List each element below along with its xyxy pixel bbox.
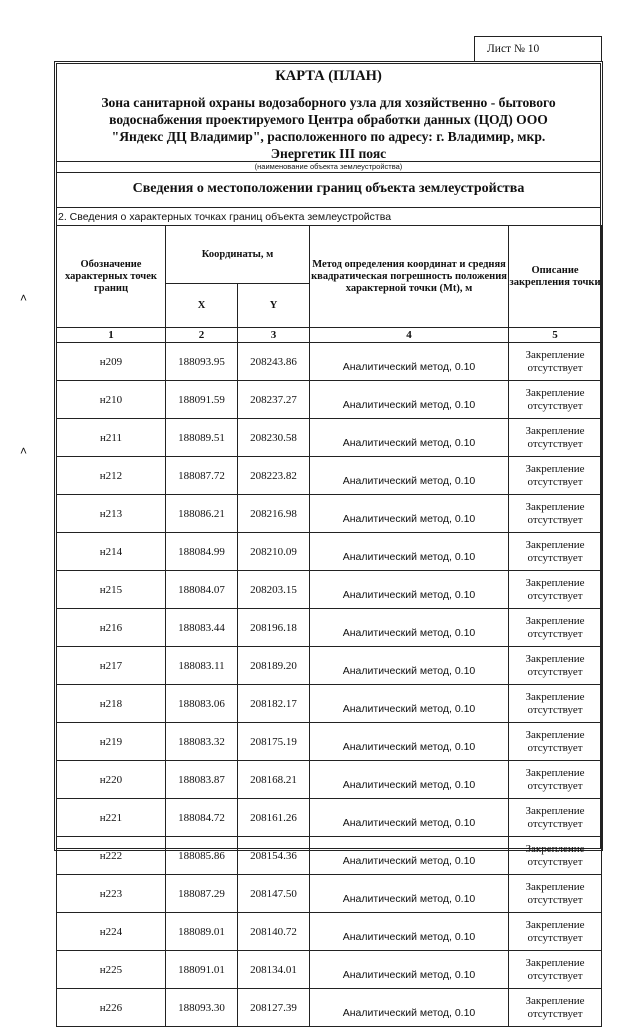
section-title: Сведения о местоположении границ объекта землеустройства bbox=[132, 181, 525, 196]
coord-x: 188086.21 bbox=[166, 495, 238, 533]
point-id: н210 bbox=[57, 381, 166, 419]
fixing-cell: Закрепление отсутствует bbox=[509, 533, 602, 571]
method-cell: Аналитический метод, 0.10 bbox=[310, 419, 509, 457]
table-row bbox=[57, 799, 602, 837]
point-id: н213 bbox=[57, 495, 166, 533]
coord-y: 208134.01 bbox=[238, 951, 310, 989]
table-row bbox=[57, 647, 602, 685]
header-fixing: Описание закрепления точки bbox=[509, 226, 602, 328]
column-number: 5 bbox=[509, 328, 602, 343]
coord-y: 208210.09 bbox=[238, 533, 310, 571]
method-cell: Аналитический метод, 0.10 bbox=[310, 723, 509, 761]
point-id: н220 bbox=[57, 761, 166, 799]
method-cell: Аналитический метод, 0.10 bbox=[310, 381, 509, 419]
point-id: н215 bbox=[57, 571, 166, 609]
coord-x: 188083.32 bbox=[166, 723, 238, 761]
fixing-cell: Закрепление отсутствует bbox=[509, 571, 602, 609]
header-coordinates: Координаты, м bbox=[166, 226, 310, 284]
coord-y: 208182.17 bbox=[238, 685, 310, 723]
coord-x: 188089.51 bbox=[166, 419, 238, 457]
coord-y: 208203.15 bbox=[238, 571, 310, 609]
fixing-cell: Закрепление отсутствует bbox=[509, 761, 602, 799]
column-number: 1 bbox=[57, 328, 166, 343]
coord-x: 188089.01 bbox=[166, 913, 238, 951]
table-row bbox=[57, 419, 602, 457]
object-name bbox=[70, 94, 587, 162]
table-row bbox=[57, 761, 602, 799]
coord-y: 208223.82 bbox=[238, 457, 310, 495]
fixing-cell: Закрепление отсутствует bbox=[509, 609, 602, 647]
fixing-cell: Закрепление отсутствует bbox=[509, 989, 602, 1027]
method-cell: Аналитический метод, 0.10 bbox=[310, 343, 509, 381]
fixing-cell: Закрепление отсутствует bbox=[509, 419, 602, 457]
divider bbox=[56, 172, 601, 173]
method-cell: Аналитический метод, 0.10 bbox=[310, 609, 509, 647]
method-cell: Аналитический метод, 0.10 bbox=[310, 495, 509, 533]
method-cell: Аналитический метод, 0.10 bbox=[310, 761, 509, 799]
fixing-cell: Закрепление отсутствует bbox=[509, 381, 602, 419]
coord-x: 188085.86 bbox=[166, 837, 238, 875]
point-id: н226 bbox=[57, 989, 166, 1027]
point-id: н211 bbox=[57, 419, 166, 457]
point-id: н209 bbox=[57, 343, 166, 381]
object-caption: (наименование объекта землеустройства) bbox=[254, 162, 403, 171]
points-table bbox=[56, 225, 602, 1027]
method-cell: Аналитический метод, 0.10 bbox=[310, 533, 509, 571]
object-name-line: Энергетик III пояс bbox=[270, 146, 387, 161]
column-number: 2 bbox=[166, 328, 238, 343]
table-row bbox=[57, 533, 602, 571]
table-row bbox=[57, 837, 602, 875]
fixing-cell: Закрепление отсутствует bbox=[509, 913, 602, 951]
point-id: н214 bbox=[57, 533, 166, 571]
coord-y: 208147.50 bbox=[238, 875, 310, 913]
coord-y: 208140.72 bbox=[238, 913, 310, 951]
coord-y: 208154.36 bbox=[238, 837, 310, 875]
coord-x: 188084.72 bbox=[166, 799, 238, 837]
point-id: н217 bbox=[57, 647, 166, 685]
coord-x: 188083.87 bbox=[166, 761, 238, 799]
sheet-number: Лист № 10 bbox=[474, 36, 602, 62]
coord-y: 208175.19 bbox=[238, 723, 310, 761]
coord-y: 208216.98 bbox=[238, 495, 310, 533]
table-row bbox=[57, 571, 602, 609]
table-row bbox=[57, 343, 602, 381]
fixing-cell: Закрепление отсутствует bbox=[509, 837, 602, 875]
coord-y: 208168.21 bbox=[238, 761, 310, 799]
coord-x: 188087.72 bbox=[166, 457, 238, 495]
method-cell: Аналитический метод, 0.10 bbox=[310, 989, 509, 1027]
fixing-cell: Закрепление отсутствует bbox=[509, 875, 602, 913]
method-cell: Аналитический метод, 0.10 bbox=[310, 837, 509, 875]
coord-x: 188091.01 bbox=[166, 951, 238, 989]
method-cell: Аналитический метод, 0.10 bbox=[310, 685, 509, 723]
coord-y: 208230.58 bbox=[238, 419, 310, 457]
method-cell: Аналитический метод, 0.10 bbox=[310, 647, 509, 685]
fixing-cell: Закрепление отсутствует bbox=[509, 951, 602, 989]
coord-y: 208127.39 bbox=[238, 989, 310, 1027]
subsection-title: 2. Сведения о характерных точках границ объекта землеустройства bbox=[58, 211, 392, 223]
coord-y: 208196.18 bbox=[238, 609, 310, 647]
coord-x: 188093.95 bbox=[166, 343, 238, 381]
fixing-cell: Закрепление отсутствует bbox=[509, 647, 602, 685]
method-cell: Аналитический метод, 0.10 bbox=[310, 457, 509, 495]
table-row bbox=[57, 875, 602, 913]
coord-y: 208161.26 bbox=[238, 799, 310, 837]
table-row bbox=[57, 381, 602, 419]
point-id: н224 bbox=[57, 913, 166, 951]
point-id: н216 bbox=[57, 609, 166, 647]
coord-x: 188093.30 bbox=[166, 989, 238, 1027]
coord-x: 188083.06 bbox=[166, 685, 238, 723]
fixing-cell: Закрепление отсутствует bbox=[509, 685, 602, 723]
fixing-cell: Закрепление отсутствует bbox=[509, 457, 602, 495]
fixing-cell: Закрепление отсутствует bbox=[509, 799, 602, 837]
divider bbox=[56, 207, 601, 208]
point-id: н212 bbox=[57, 457, 166, 495]
coord-y: 208189.20 bbox=[238, 647, 310, 685]
point-id: н222 bbox=[57, 837, 166, 875]
fixing-cell: Закрепление отсутствует bbox=[509, 723, 602, 761]
margin-scan-mark: ˄ bbox=[20, 444, 28, 458]
page-title: КАРТА (ПЛАН) bbox=[275, 68, 382, 84]
table-row bbox=[57, 495, 602, 533]
point-id: н219 bbox=[57, 723, 166, 761]
method-cell: Аналитический метод, 0.10 bbox=[310, 799, 509, 837]
header-designation: Обозначение характерных точек границ bbox=[57, 226, 166, 328]
point-id: н218 bbox=[57, 685, 166, 723]
coord-x: 188084.07 bbox=[166, 571, 238, 609]
column-number: 3 bbox=[238, 328, 310, 343]
point-id: н223 bbox=[57, 875, 166, 913]
coord-x: 188083.44 bbox=[166, 609, 238, 647]
method-cell: Аналитический метод, 0.10 bbox=[310, 571, 509, 609]
table-row bbox=[57, 685, 602, 723]
object-name-line: "Яндекс ДЦ Владимир", расположенного по адресу: г. Владимир, мкр. bbox=[111, 129, 546, 144]
header-y: Y bbox=[238, 284, 310, 328]
point-id: н225 bbox=[57, 951, 166, 989]
point-id: н221 bbox=[57, 799, 166, 837]
coord-y: 208243.86 bbox=[238, 343, 310, 381]
coord-x: 188087.29 bbox=[166, 875, 238, 913]
method-cell: Аналитический метод, 0.10 bbox=[310, 951, 509, 989]
coord-x: 188084.99 bbox=[166, 533, 238, 571]
object-name-line: Зона санитарной охраны водозаборного узла для хозяйственно - бытового bbox=[101, 95, 556, 110]
header-method: Метод определения координат и средняя квадратическая погрешность положения характерной точки (Mt), м bbox=[310, 226, 509, 328]
method-cell: Аналитический метод, 0.10 bbox=[310, 913, 509, 951]
table-row bbox=[57, 951, 602, 989]
table-row bbox=[57, 913, 602, 951]
coord-y: 208237.27 bbox=[238, 381, 310, 419]
table-row bbox=[57, 723, 602, 761]
table-row bbox=[57, 989, 602, 1027]
fixing-cell: Закрепление отсутствует bbox=[509, 343, 602, 381]
method-cell: Аналитический метод, 0.10 bbox=[310, 875, 509, 913]
table-row bbox=[57, 457, 602, 495]
coord-x: 188091.59 bbox=[166, 381, 238, 419]
fixing-cell: Закрепление отсутствует bbox=[509, 495, 602, 533]
margin-scan-mark: ˄ bbox=[20, 291, 28, 305]
table-row bbox=[57, 609, 602, 647]
header-x: X bbox=[166, 284, 238, 328]
object-name-line: водоснабжения проектируемого Центра обработки данных (ЦОД) ООО bbox=[109, 112, 548, 127]
coord-x: 188083.11 bbox=[166, 647, 238, 685]
column-number: 4 bbox=[310, 328, 509, 343]
